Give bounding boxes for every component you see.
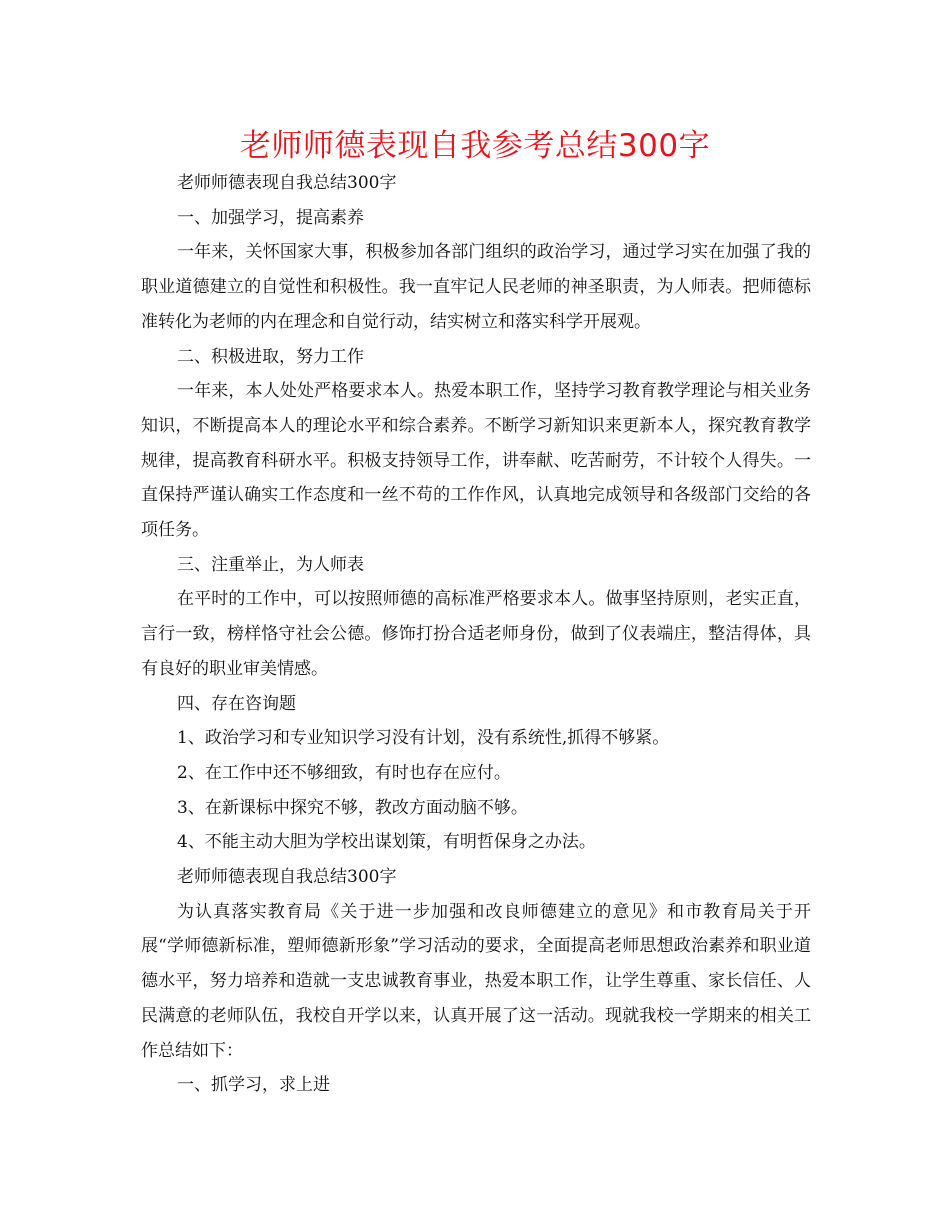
paragraph: 在平时的工作中，可以按照师德的高标准严格要求本人。做事坚持原则，老实正直，言行一致，榜样恪守社会公德。修饰打扮合适老师身份，做到了仪表端庄，整洁得体，具有良好的职业审美情感。 <box>141 589 811 679</box>
document-body <box>141 166 811 1103</box>
section-heading-1: 一、加强学习，提高素养 <box>177 207 364 228</box>
paragraph-subtitle: 老师师德表现自我总结300字 <box>177 867 397 888</box>
list-item: 2、在工作中还不够细致，有时也存在应付。 <box>177 762 511 783</box>
paragraph: 为认真落实教育局《关于进一步加强和改良师德建立的意见》和市教育局关于开展“学师德新标准，塑师德新形象”学习活动的要求，全面提高老师思想政治素养和职业道德水平，努力培养和造就一支忠诚教育事业，热爱本职工作，让学生尊重、家长信任、人民满意的老师队伍，我校自开学以来，认真开展了这一活动。现就我校一学期来的相关工作总结如下： <box>141 901 811 1061</box>
section-heading-3: 三、注重举止，为人师表 <box>177 554 364 575</box>
paragraph: 一年来，关怀国家大事，积极参加各部门组织的政治学习，通过学习实在加强了我的职业道德建立的自觉性和积极性。我一直牢记人民老师的神圣职责，为人师表。把师德标准转化为老师的内在理念和自觉行动，结实树立和落实科学开展观。 <box>141 242 811 332</box>
section-heading-4: 四、存在咨询题 <box>177 693 296 714</box>
paragraph: 一年来，本人处处严格要求本人。热爱本职工作，坚持学习教育教学理论与相关业务知识，不断提高本人的理论水平和综合素养。不断学习新知识来更新本人，探究教育教学规律，提高教育科研水平。积极支持领导工作，讲奉献、吃苦耐劳，不计较个人得失。一直保持严谨认确实工作态度和一丝不苟的工作作风，认真地完成领导和各级部门交给的各项任务。 <box>141 381 811 541</box>
list-item: 3、在新课标中探究不够，教改方面动脑不够。 <box>177 797 528 818</box>
paragraph-subtitle: 老师师德表现自我总结300字 <box>177 173 397 193</box>
list-item: 1、政治学习和专业知识学习没有计划，没有系统性,抓得不够紧。 <box>177 728 670 749</box>
section-heading-2: 二、积极进取，努力工作 <box>177 346 364 367</box>
document-title: 老师师德表现自我参考总结300字 <box>239 128 711 164</box>
section-heading-5: 一、抓学习，求上进 <box>177 1075 330 1096</box>
list-item: 4、不能主动大胆为学校出谋划策，有明哲保身之办法。 <box>177 832 596 853</box>
